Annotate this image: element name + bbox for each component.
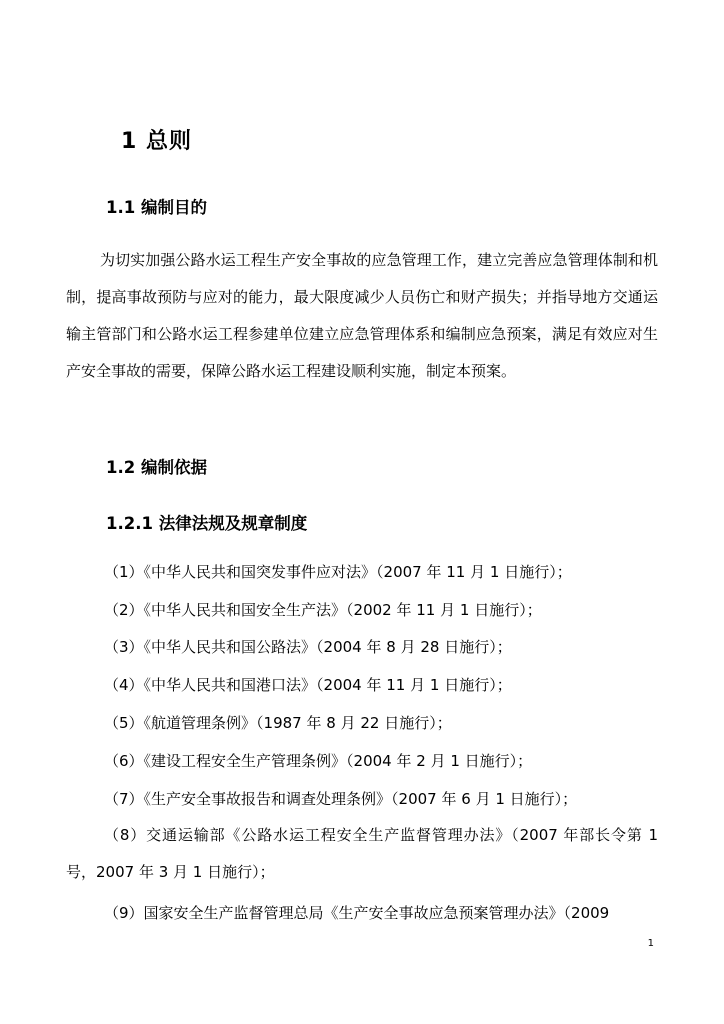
- section-heading-1-2: 1.2 编制依据: [106, 458, 207, 477]
- list-item: （3）《中华人民共和国公路法》（2004 年 8 月 28 日施行）；: [104, 638, 512, 656]
- purpose-paragraph: 为切实加强公路水运工程生产安全事故的应急管理工作，建立完善应急管理体制和机制，提高事故预防与应对的能力，最大限度减少人员伤亡和财产损失；并指导地方交通运输主管部门和公路水运工程参建单位建立应急管理体系和编制应急预案，满足有效应对生产安全事故的需要，保障公路水运工程建设顺利实施，制定本预案。: [66, 251, 658, 380]
- page-number: 1: [647, 938, 654, 949]
- list-item: （6）《建设工程安全生产管理条例》（2004 年 2 月 1 日施行）；: [104, 752, 533, 770]
- list-item: （1）《中华人民共和国突发事件应对法》（2007 年 11 月 1 日施行）；: [104, 563, 572, 581]
- chapter-heading: 1 总则: [121, 129, 192, 154]
- list-item: （8）交通运输部《公路水运工程安全生产监督管理办法》（2007 年部长令第 1 号，2007 年 3 月 1 日施行）；: [66, 826, 658, 881]
- list-item: （4）《中华人民共和国港口法》（2004 年 11 月 1 日施行）；: [104, 676, 512, 694]
- list-item: （7）《生产安全事故报告和调查处理条例》（2007 年 6 月 1 日施行）；: [104, 790, 578, 808]
- list-item: （2）《中华人民共和国安全生产法》（2002 年 11 月 1 日施行）；: [104, 601, 542, 619]
- subsection-heading-1-2-1: 1.2.1 法律法规及规章制度: [106, 514, 308, 533]
- list-item: （5）《航道管理条例》（1987 年 8 月 22 日施行）；: [104, 714, 452, 732]
- list-item: （9）国家安全生产监督管理总局《生产安全事故应急预案管理办法》（2009: [104, 904, 610, 922]
- section-heading-1-1: 1.1 编制目的: [106, 198, 207, 217]
